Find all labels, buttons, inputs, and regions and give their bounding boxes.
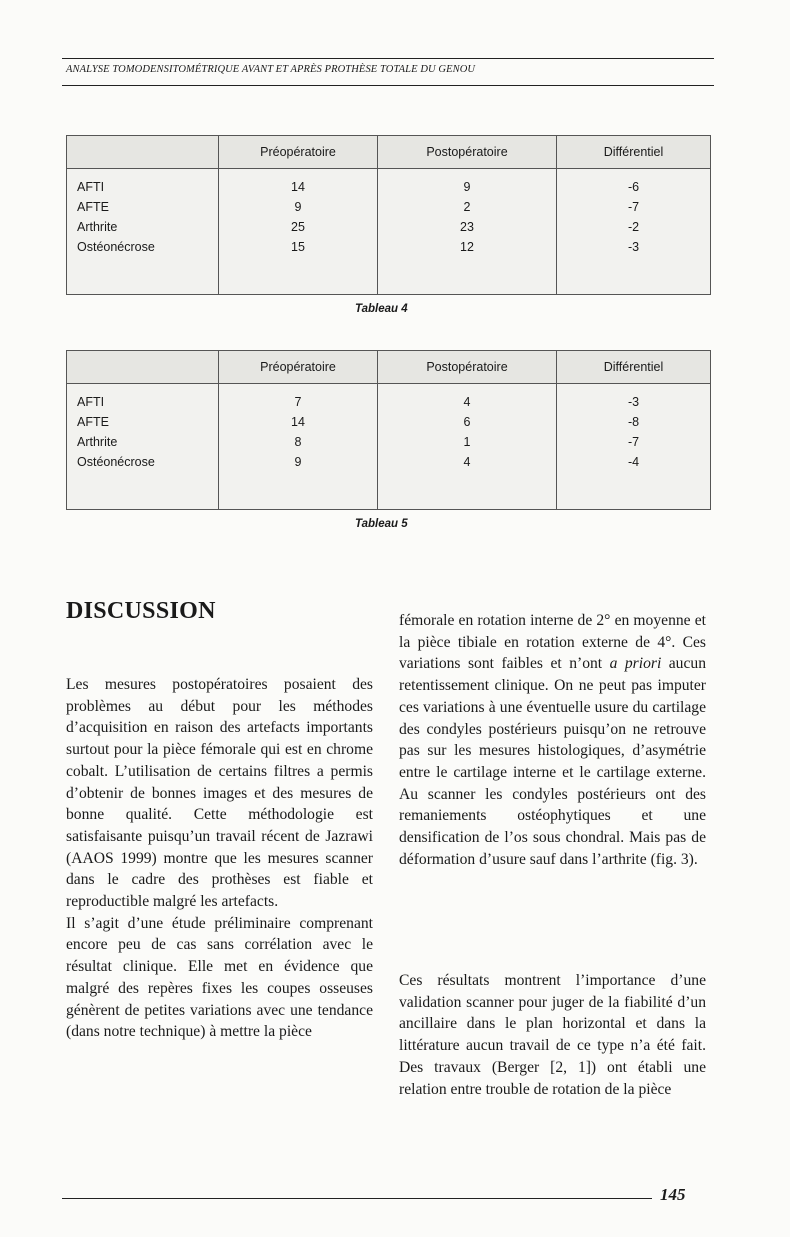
column-header-preop: Préopératoire: [219, 136, 378, 169]
column-header-postop: Postopératoire: [378, 136, 557, 169]
preop-values: [219, 384, 378, 510]
table-corner-cell: [67, 136, 219, 169]
table-cell: 4: [463, 455, 471, 469]
table-cell: -2: [627, 220, 640, 234]
column-header-diff: Différentiel: [557, 136, 711, 169]
table-cell: 9: [294, 200, 302, 214]
row-label-afte: AFTE: [77, 200, 109, 214]
table-cell: -6: [627, 180, 640, 194]
paragraph: Il s’agit d’une étude préliminaire comprenant encore peu de cas sans corrélation avec le résultat clinique. Elle met en évidence que malgré des repères fixes les coupes osseuses génèrent de petites variations avec une tendance (dans notre technique) à mettre la pièce: [66, 914, 373, 1041]
table-cell: -8: [627, 415, 640, 429]
row-label-afti: AFTI: [77, 395, 105, 409]
table-cell: 15: [291, 240, 305, 254]
table-cell: 14: [291, 415, 305, 429]
header-rule-bottom: [62, 85, 714, 86]
table-cell: 23: [460, 220, 474, 234]
column-header-preop: Préopératoire: [219, 351, 378, 384]
paragraph-text: fémorale en rotation interne de 2° en moyenne et la pièce tibiale en rotation externe de 4°. Ces variations sont faibles et n’ont: [399, 612, 706, 673]
diff-values: [557, 169, 711, 295]
table-cell: -7: [627, 435, 640, 449]
footer-rule: [62, 1198, 652, 1199]
column-header-postop: Postopératoire: [378, 351, 557, 384]
right-column-paragraph-2: [399, 970, 706, 1100]
table-4-caption: Tableau 4: [355, 303, 408, 315]
table-cell: -3: [627, 395, 640, 409]
table-cell: -7: [627, 200, 640, 214]
row-label-arthrite: Arthrite: [77, 435, 118, 449]
table-cell: 8: [294, 435, 302, 449]
table-header-row: [67, 351, 711, 384]
diff-values: [557, 384, 711, 510]
table-cell: -4: [627, 455, 640, 469]
postop-values: [378, 384, 557, 510]
table-cell: 4: [463, 395, 471, 409]
column-header-diff: Différentiel: [557, 351, 711, 384]
paragraph-text: aucun retentissement clinique. On ne peut pas imputer ces variations à une éventuelle usure du cartilage des condyles postérieurs puisqu’on ne retrouve pas sur les mesures histologiques, d’asymétrie entre le cartilage interne et le cartilage externe. Au scanner les condyles postérieurs ont des remaniements ostéophytiques et une densification de l’os sous chondral. Mais pas de déformation d’usure sauf dans l’arthrite (fig. 3).: [399, 655, 706, 868]
table-cell: 1: [463, 435, 471, 449]
row-label-afte: AFTE: [77, 415, 109, 429]
section-title: DISCUSSION: [66, 598, 216, 624]
postop-values: [378, 169, 557, 295]
header-rule-top: [62, 58, 714, 59]
table-body-row: [67, 384, 711, 510]
paragraph: Ces résultats montrent l’importance d’une validation scanner pour juger de la fiabilité d’un ancillaire dans le plan horizontal et dans la littérature aucun travail de ce type n’a été fait. Des travaux (Berger [2, 1]) ont établi une relation entre trouble de rotation de la pièce: [399, 972, 706, 1098]
row-label-osteonecrose: Ostéonécrose: [77, 240, 155, 254]
table-cell: 14: [291, 180, 305, 194]
table-5: [66, 350, 711, 510]
left-column: [66, 674, 373, 1043]
row-label-osteonecrose: Ostéonécrose: [77, 455, 155, 469]
table-5-caption: Tableau 5: [355, 518, 408, 530]
table-cell: 6: [463, 415, 471, 429]
table-cell: 9: [463, 180, 471, 194]
page-number: 145: [660, 1185, 686, 1204]
right-column-paragraph-1: [399, 610, 706, 870]
table-header-row: [67, 136, 711, 169]
paragraph: Les mesures postopératoires posaient des problèmes au début pour les méthodes d’acquisition en raison des artefacts importants surtout pour la pièce fémorale qui est en chrome cobalt. L’utilisation de certains filtres a permis d’obtenir de bonnes images et des mesures de bonne qualité. Cette méthodologie est satisfaisante puisqu’un travail récent de Jazrawi (AAOS 1999) montre que les mesures scanner dans le cadre des prothèses est fiable et reproductible malgré les artefacts.: [66, 676, 373, 911]
italic-term: a priori: [609, 655, 662, 673]
table-cell: 7: [294, 395, 302, 409]
row-labels: [67, 169, 219, 295]
table-cell: -3: [627, 240, 640, 254]
table-cell: 2: [463, 200, 471, 214]
table-cell: 25: [291, 220, 305, 234]
row-label-afti: AFTI: [77, 180, 105, 194]
table-body-row: [67, 169, 711, 295]
table-corner-cell: [67, 351, 219, 384]
row-label-arthrite: Arthrite: [77, 220, 118, 234]
table-cell: 9: [294, 455, 302, 469]
preop-values: [219, 169, 378, 295]
table-cell: 12: [460, 240, 474, 254]
table-4: [66, 135, 711, 295]
paragraph: [399, 610, 706, 870]
row-labels: [67, 384, 219, 510]
running-head: ANALYSE TOMODENSITOMÉTRIQUE AVANT ET APRÈS PROTHÈSE TOTALE DU GENOU: [66, 64, 476, 75]
